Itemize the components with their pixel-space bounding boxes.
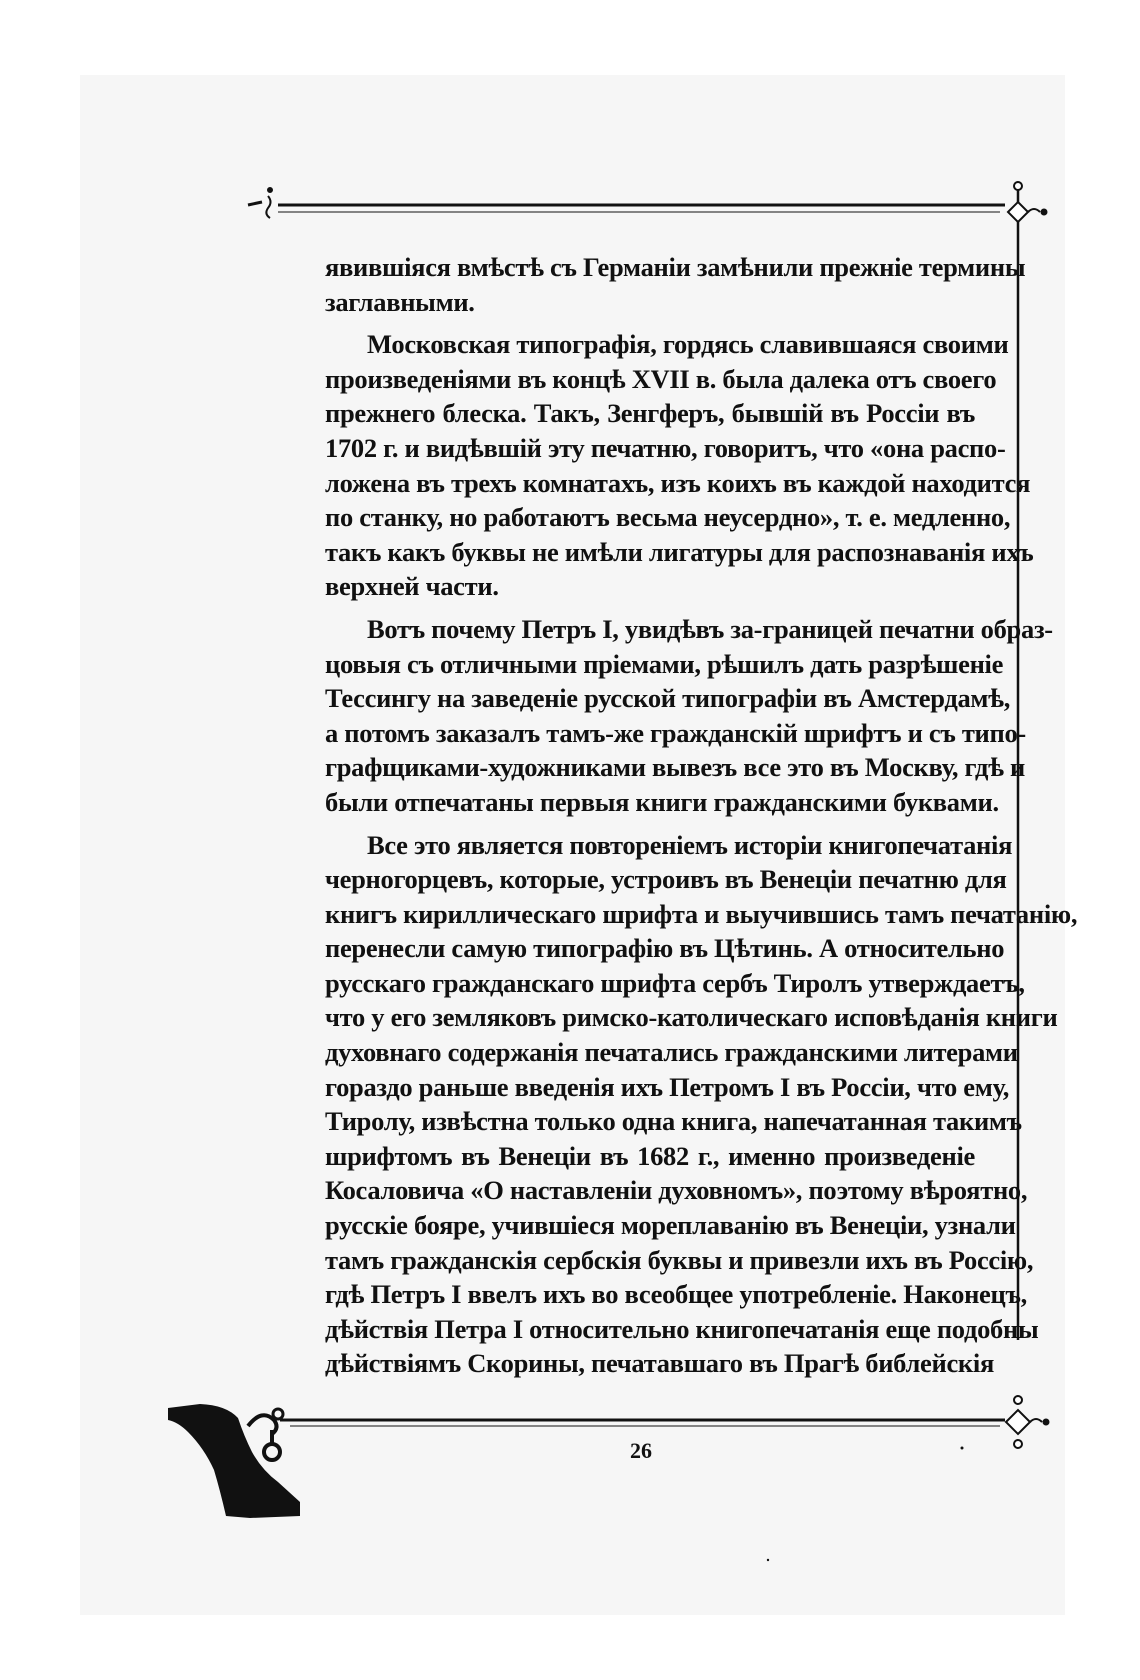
body-text — [325, 250, 1078, 1381]
text-line: заглавными. — [325, 286, 475, 317]
text-line: графщиками-художниками вывезъ все это въ Москву, гдѣ и — [325, 752, 1025, 783]
bottom-right-corner-ornament-icon — [1006, 1396, 1049, 1448]
text-line: Московская типографія, гордясь славившаяся своими — [367, 329, 1009, 360]
text-line: были отпечатаны первыя книги гражданскими буквами. — [325, 786, 999, 817]
text-line: прежнего блеска. Такъ, Зенгферъ, бывшій въ Россіи въ — [325, 398, 975, 429]
text-line: ложена въ трехъ комнатахъ, изъ коихъ въ каждой находится — [325, 467, 1031, 498]
text-line: Вотъ почему Петръ I, увидѣвъ за-границей печатни образ- — [367, 613, 1053, 644]
text-line: произведеніями въ концѣ XVII в. была далека отъ своего — [325, 363, 997, 394]
paragraph — [325, 612, 1053, 820]
paragraph — [325, 250, 1026, 319]
text-line: черногорцевъ, которые, устроивъ въ Венеціи печатню для — [325, 864, 1007, 895]
text-line: Косаловича «О наставленіи духовномъ», поэтому вѣроятно, — [325, 1175, 1028, 1206]
paragraph — [325, 828, 1078, 1382]
text-line: тамъ гражданскія сербскія буквы и привезли ихъ въ Россію, — [325, 1244, 1034, 1275]
text-line: русскаго гражданскаго шрифта сербъ Тиролъ утверждаетъ, — [325, 967, 1025, 998]
text-line: дѣйствіямъ Скорины, печатавшаго въ Прагѣ библейскія — [325, 1348, 994, 1379]
text-line: Тессингу на заведеніе русской типографіи въ Амстердамѣ, — [325, 683, 1011, 714]
text-line: книгъ кириллическаго шрифта и выучившись тамъ печатанію, — [325, 898, 1078, 929]
text-line: шрифтомъ въ Венеціи въ 1682 г., именно произведеніе — [325, 1140, 975, 1171]
text-line: гдѣ Петръ I ввелъ ихъ во всеобщее употребленіе. Наконецъ, — [325, 1279, 1027, 1310]
text-line: гораздо раньше введенія ихъ Петромъ I въ Россіи, что ему, — [325, 1071, 1010, 1102]
text-line: Тиролу, извѣстна только одна книга, напечатанная такимъ — [325, 1106, 1022, 1137]
text-line: что у его земляковъ римско-католическаго исповѣданія книги — [325, 1002, 1058, 1033]
text-line: духовнаго содержанія печатались гражданскими литерами — [325, 1037, 1018, 1068]
text-line: 1702 г. и видѣвшій эту печатню, говоритъ, что «она распо- — [325, 432, 1006, 463]
text-line: русскіе бояре, учившіеся мореплаванію въ Венеціи, узнали — [325, 1210, 1016, 1241]
text-line: а потомъ заказалъ тамъ-же гражданскій шрифтъ и съ типо- — [325, 717, 1026, 748]
text-line: перенесли самую типографію въ Цѣтинь. А относительно — [325, 933, 1005, 964]
text-line: дѣйствія Петра I относительно книгопечатанія еще подобны — [325, 1313, 1039, 1344]
top-left-flourish-icon — [248, 188, 272, 218]
text-line: цовыя съ отличными пріемами, рѣшилъ дать разрѣшеніе — [325, 648, 1004, 679]
text-line: по станку, но работаютъ весьма неусердно», т. е. медленно, — [325, 502, 1011, 533]
paragraph — [325, 327, 1034, 604]
text-line: такъ какъ буквы не имѣли лигатуры для распознаванія ихъ — [325, 536, 1034, 567]
text-line: Все это является повтореніемъ исторіи книгопечатанія — [367, 829, 1013, 860]
text-line: явившіяся вмѣстѣ съ Германіи замѣнили прежніе термины — [325, 252, 1026, 282]
text-line: верхней части. — [325, 571, 499, 602]
page-number: 26 — [630, 1438, 652, 1463]
